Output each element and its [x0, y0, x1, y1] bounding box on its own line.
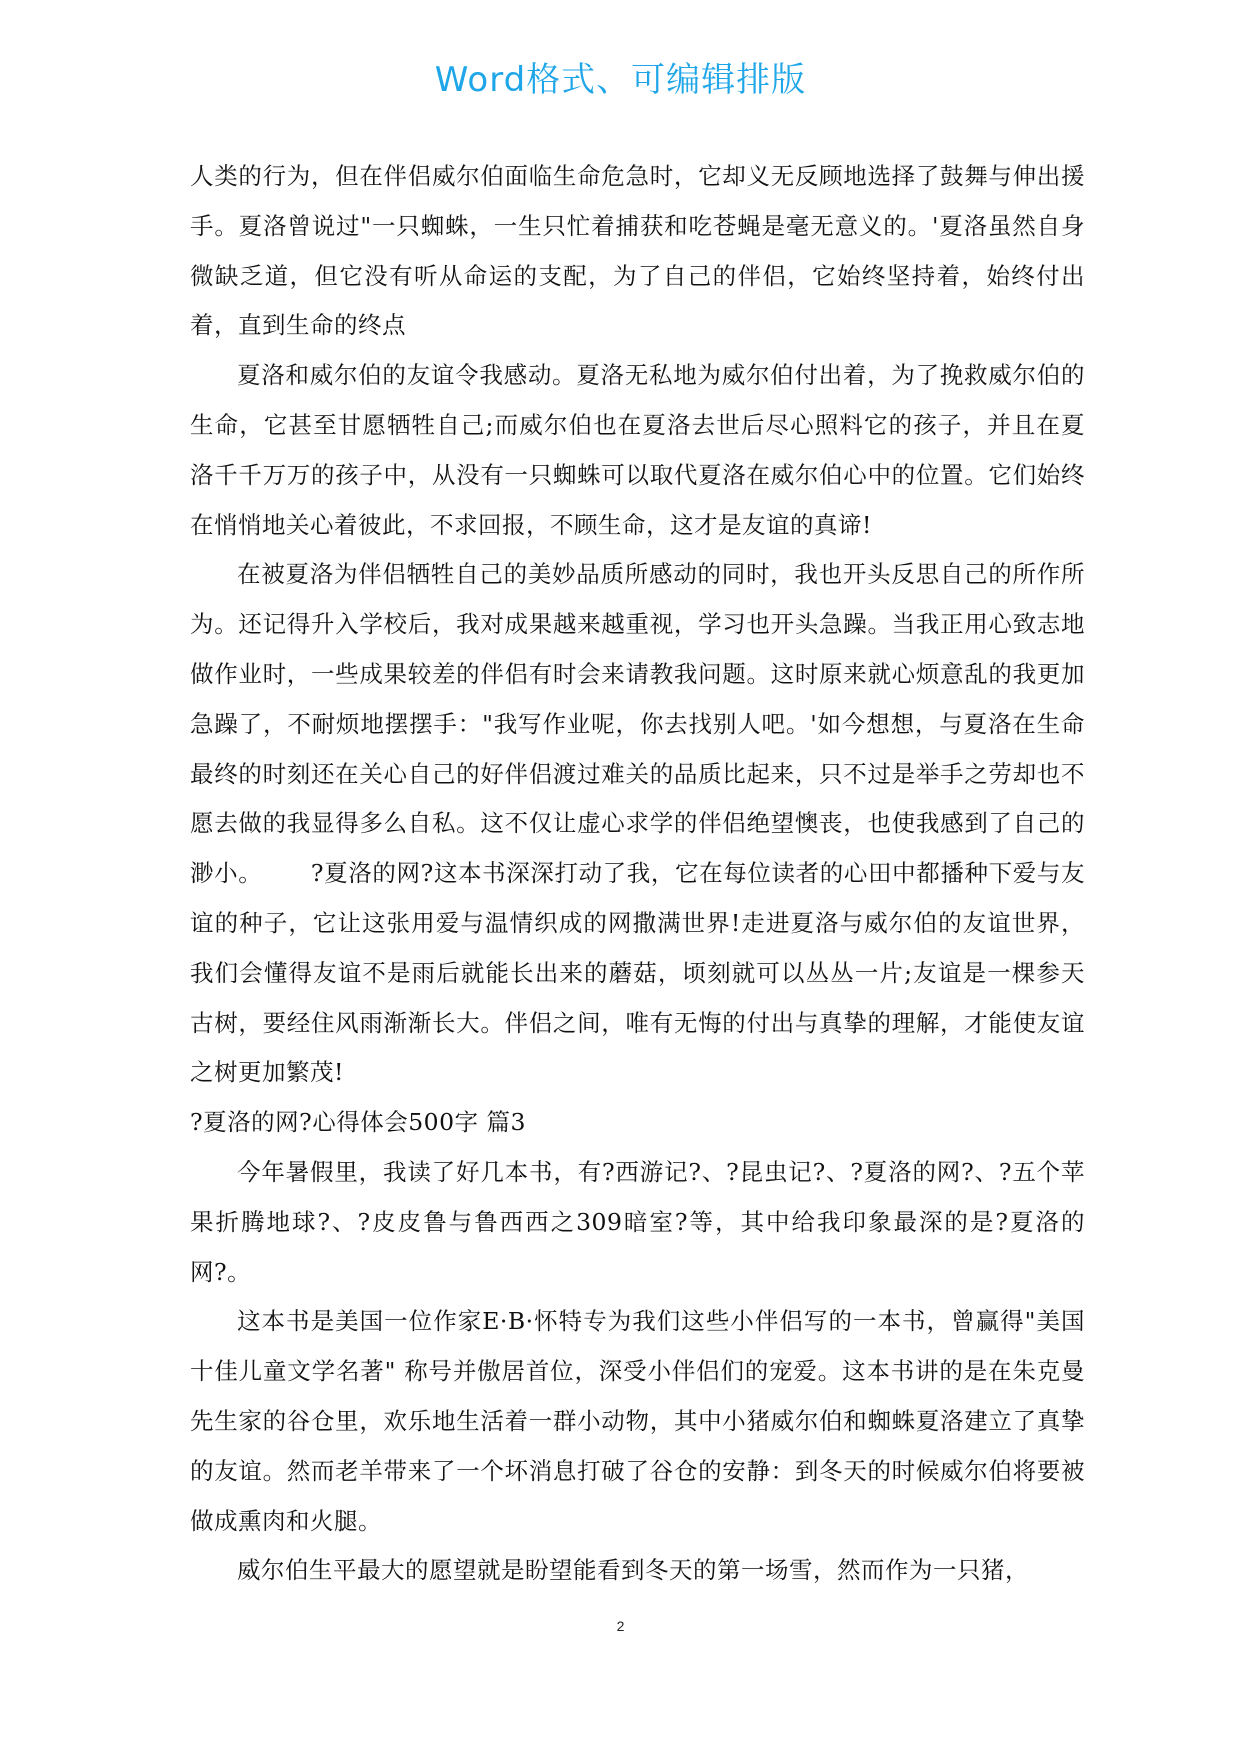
section-heading: ?夏洛的网?心得体会500字 篇3 — [190, 1108, 526, 1137]
paragraph-6: 威尔伯生平最大的愿望就是盼望能看到冬天的第一场雪，然而作为一只猪， — [237, 1556, 1029, 1585]
paragraph-4: 今年暑假里，我读了好几本书，有?西游记?、?昆虫记?、?夏洛的网?、?五个苹果折腾地球?、?皮皮鲁与鲁西西之309暗室?等，其中给我印象最深的是?夏洛的网?。 — [190, 1157, 1085, 1286]
header-title: Word格式、可编辑排版 — [434, 60, 807, 100]
paragraph-3: 在被夏洛为伴侣牺牲自己的美妙品质所感动的同时，我也开头反思自己的所作所为。还记得升入学校后，我对成果越来越重视，学习也开头急躁。当我正用心致志地做作业时，一些成果较差的伴侣有时会来请教我问题。这时原来就心烦意乱的我更加急躁了，不耐烦地摆摆手："我写作业呢，你去找别人吧。'如今想想，与夏洛在生命最终的时刻还在关心自己的好伴侣渡过难关的品质比起来，只不过是举手之劳却也不愿去做的我显得多么自私。这不仅让虚心求学的伴侣绝望懊丧，也使我感到了自己的渺小。 ?夏洛的网?这本书深深打动了我，它在每位读者的心田中都播种下爱与友谊的种子，它让这张用爱与温情织成的网撒满世界!走进夏洛与威尔伯的友谊世界，我们会懂得友谊不是雨后就能长出来的蘑菇，顷刻就可以丛丛一片;友谊是一棵参天古树，要经住风雨渐渐长大。伴侣之间，唯有无悔的付出与真挚的理解，才能使友谊之树更加繁茂! — [190, 560, 1085, 1087]
paragraph-1: 人类的行为，但在伴侣威尔伯面临生命危急时，它却义无反顾地选择了鼓舞与伸出援手。夏洛曾说过"一只蜘蛛，一生只忙着捕获和吃苍蝇是毫无意义的。'夏洛虽然自身微缺乏道，但它没有听从命运的支配，为了自己的伴侣，它始终坚持着，始终付出着，直到生命的终点 — [190, 162, 1085, 340]
page-number: 2 — [616, 1618, 625, 1634]
paragraph-2: 夏洛和威尔伯的友谊令我感动。夏洛无私地为威尔伯付出着，为了挽救威尔伯的生命，它甚至甘愿牺牲自己;而威尔伯也在夏洛去世后尽心照料它的孩子，并且在夏洛千千万万的孩子中，从没有一只蜘蛛可以取代夏洛在威尔伯心中的位置。它们始终在悄悄地关心着彼此，不求回报，不顾生命，这才是友谊的真谛! — [190, 361, 1085, 539]
document-body — [190, 152, 1085, 1596]
paragraph-5: 这本书是美国一位作家E·B·怀特专为我们这些小伴侣写的一本书，曾赢得"美国十佳儿童文学名著" 称号并傲居首位，深受小伴侣们的宠爱。这本书讲的是在朱克曼先生家的谷仓里，欢乐地生活着一群小动物，其中小猪威尔伯和蜘蛛夏洛建立了真挚的友谊。然而老羊带来了一个坏消息打破了谷仓的安静：到冬天的时候威尔伯将要被做成熏肉和火腿。 — [190, 1307, 1085, 1535]
